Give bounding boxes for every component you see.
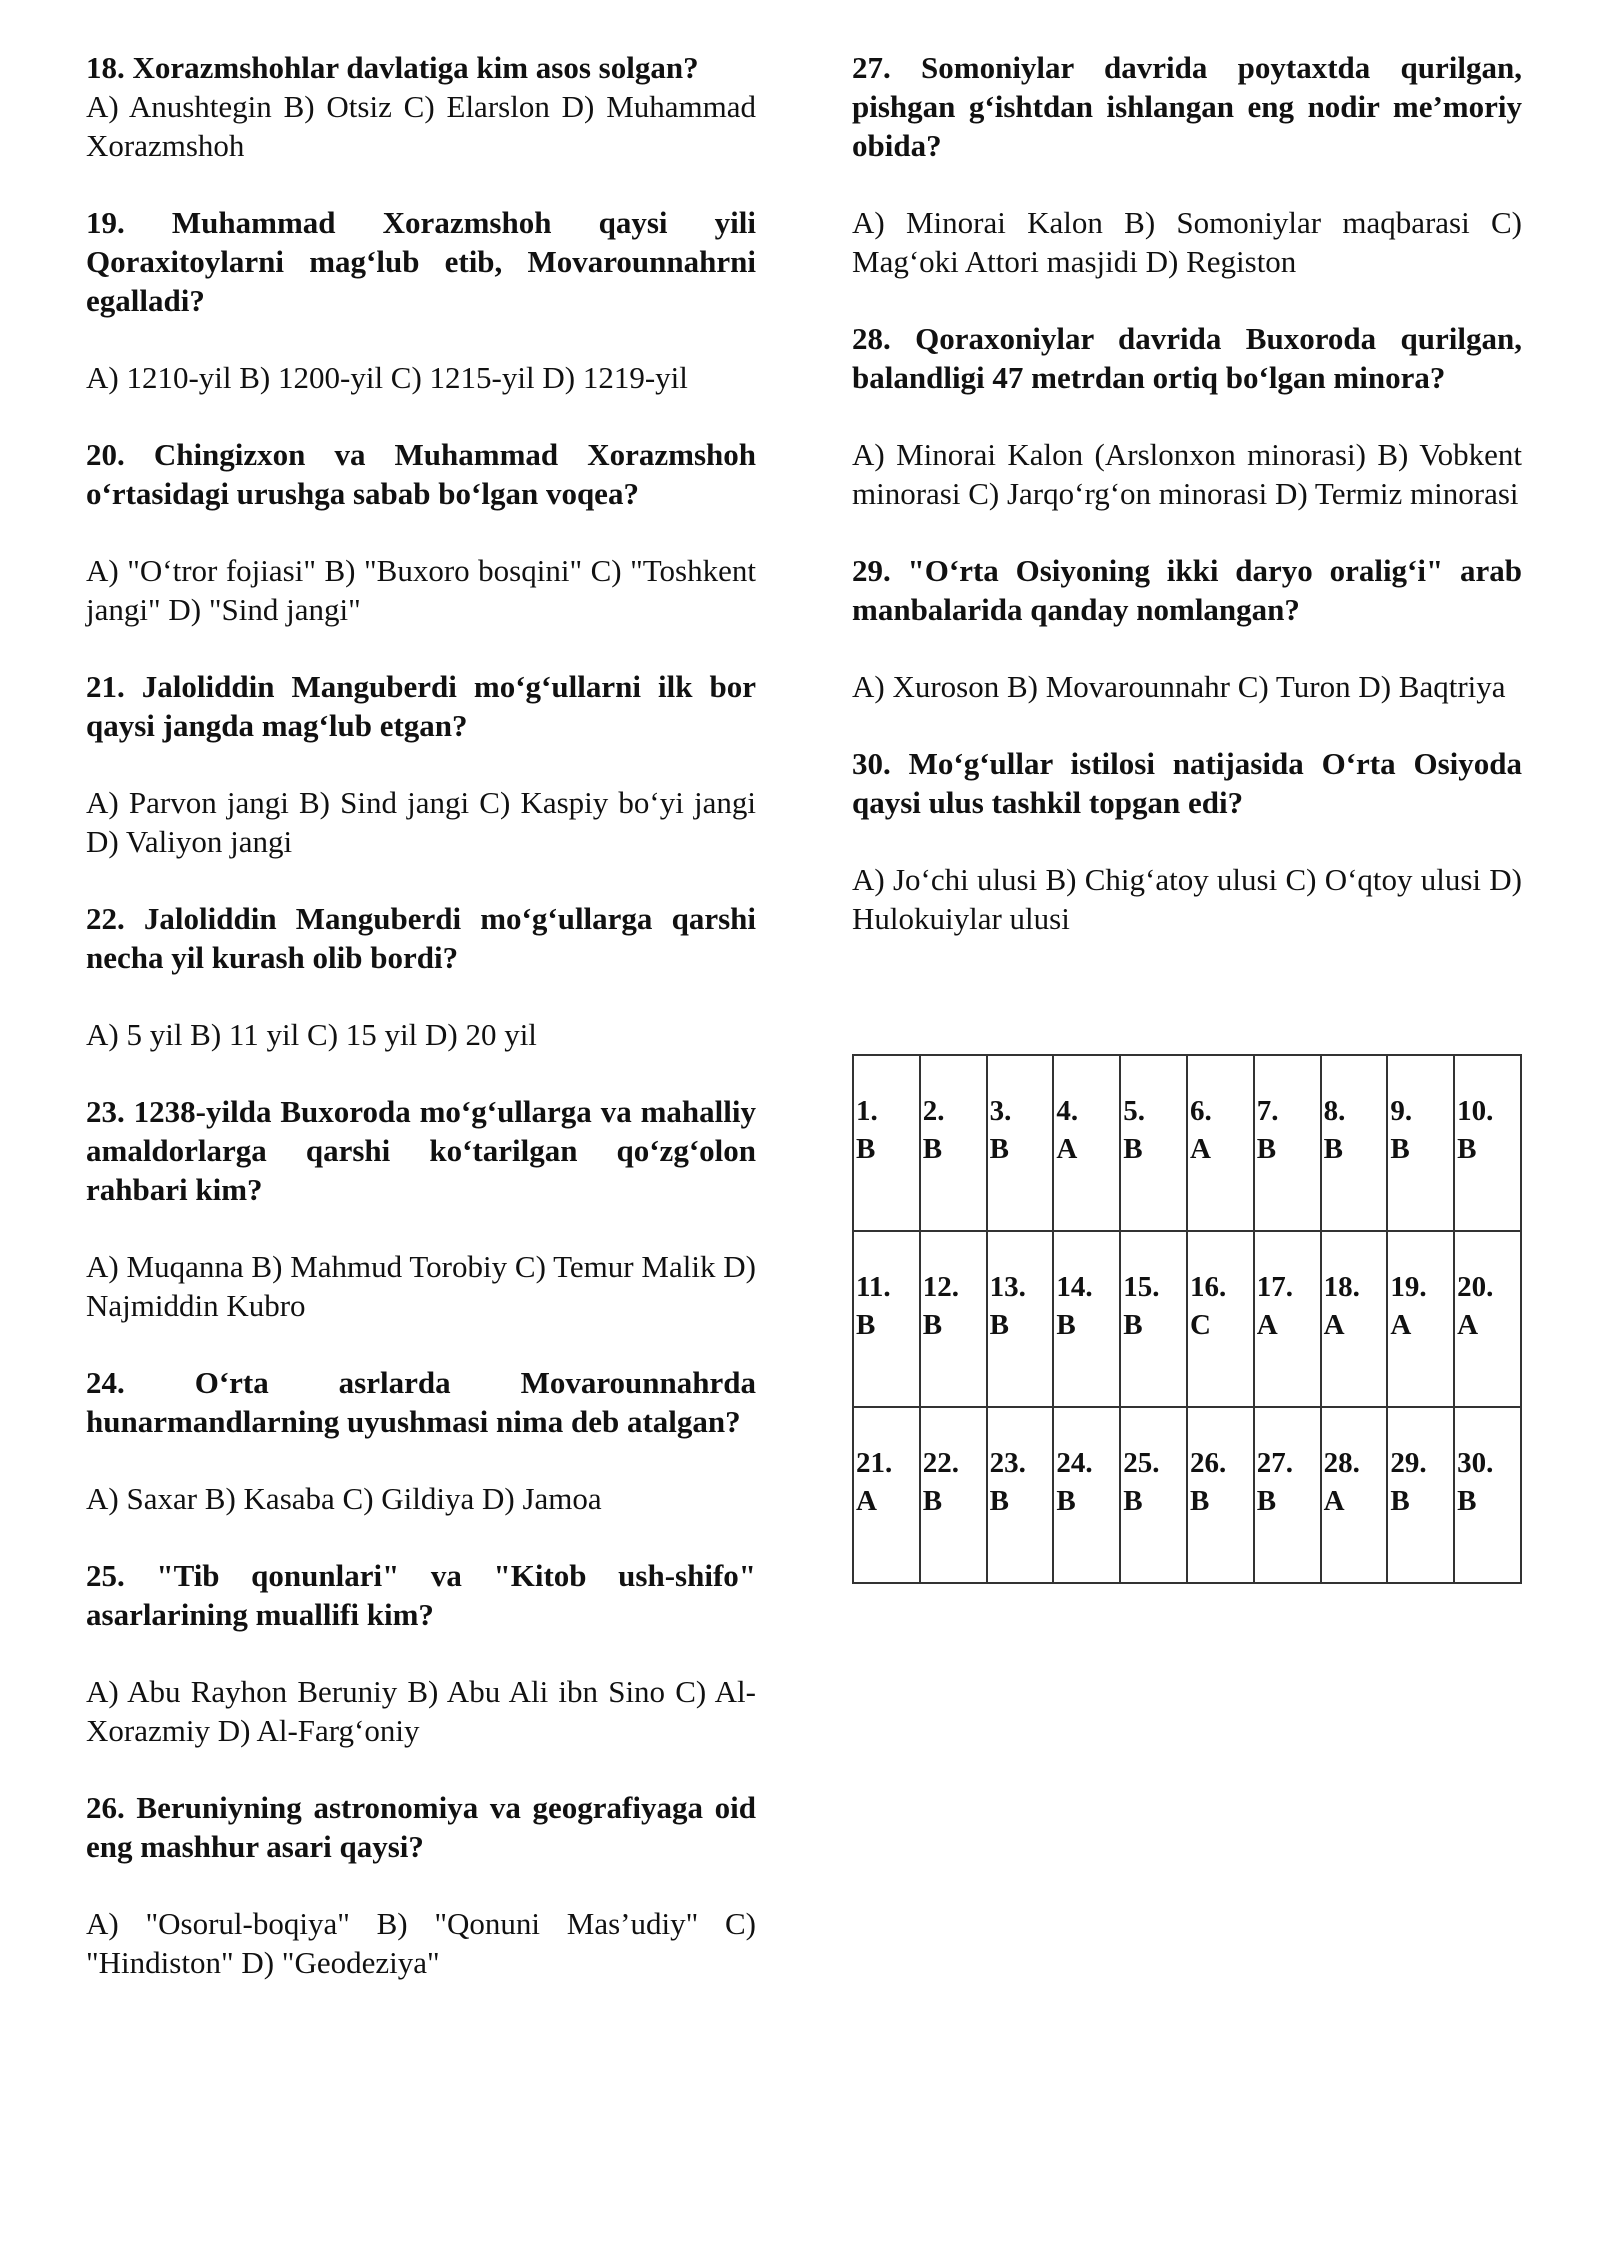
question-block (852, 551, 1522, 706)
question-text: 20. Chingizxon va Muhammad Xorazmshoh o‘rtasidagi urushga sabab bo‘lgan voqea? (86, 437, 756, 511)
answer-key-number: 18. (1323, 1271, 1360, 1303)
question-text: 22. Jaloliddin Manguberdi mo‘g‘ullarga qarshi necha yil kurash olib bordi? (86, 901, 756, 975)
question-text: 27. Somoniylar davrida poytaxtda qurilgan, pishgan g‘ishtdan ishlangan eng nodir me’moriy obida? (852, 50, 1522, 163)
question-block (86, 899, 756, 1054)
answer-key-number: 20. (1457, 1271, 1494, 1303)
question-spacer (86, 513, 756, 551)
answer-key-table (852, 1054, 1522, 1584)
question-spacer (86, 320, 756, 358)
question-block (86, 203, 756, 397)
answer-key-cell (853, 1407, 920, 1583)
question-spacer (86, 1634, 756, 1672)
answer-key-number: 1. (856, 1095, 878, 1127)
answer-options: A) Anushtegin B) Otsiz C) Elarslon D) Muhammad Xorazmshoh (86, 89, 756, 163)
answer-key-cell (987, 1231, 1054, 1407)
answer-key-letter: A (1189, 1133, 1211, 1165)
answer-key-letter: B (1056, 1309, 1076, 1341)
answer-key-number: 27. (1256, 1447, 1294, 1479)
answer-key-number: 13. (989, 1271, 1026, 1303)
left-column (86, 48, 756, 2020)
question-block (86, 48, 756, 165)
answer-key-letter: A (1056, 1133, 1078, 1165)
right-column (852, 48, 1522, 976)
question-spacer (852, 397, 1522, 435)
answer-key-cell (1254, 1231, 1321, 1407)
answer-key-cell (920, 1407, 987, 1583)
answer-key-number: 9. (1390, 1095, 1413, 1127)
question-block (86, 1363, 756, 1518)
answer-key-row (853, 1407, 1521, 1583)
question-spacer (852, 165, 1522, 203)
question-spacer (86, 1209, 756, 1247)
answer-key-cell (1321, 1055, 1388, 1231)
question-text: 30. Mo‘g‘ullar istilosi natijasida O‘rta Osiyoda qaysi ulus tashkil topgan edi? (852, 746, 1522, 820)
answer-key-number: 8. (1323, 1095, 1346, 1127)
answer-key-number: 4. (1056, 1095, 1079, 1127)
answer-options: A) Jo‘chi ulusi B) Chig‘atoy ulusi C) O‘qtoy ulusi D) Hulokuiylar ulusi (852, 862, 1522, 936)
answer-options: A) Xuroson B) Movarounnahr C) Turon D) Baqtriya (852, 669, 1506, 704)
answer-key-cell (1387, 1407, 1454, 1583)
answer-key-number: 19. (1390, 1271, 1427, 1303)
answer-key-letter: A (1256, 1309, 1278, 1341)
answer-options: A) Abu Rayhon Beruniy B) Abu Ali ibn Sino C) Al-Xorazmiy D) Al-Farg‘oniy (86, 1674, 756, 1748)
question-spacer (852, 822, 1522, 860)
answer-key-number: 12. (922, 1271, 960, 1303)
answer-key-letter: B (1123, 1309, 1143, 1341)
question-text: 23. 1238-yilda Buxoroda mo‘g‘ullarga va mahalliy amaldorlarga qarshi ko‘tarilgan qo‘zg‘olon rahbari kim? (86, 1094, 756, 1207)
answer-options: A) Minorai Kalon (Arslonxon minorasi) B) Vobkent minorasi C) Jarqo‘rg‘on minorasi D) Termiz minorasi (852, 437, 1522, 511)
answer-key-letter: A (1323, 1309, 1345, 1341)
question-block (86, 667, 756, 861)
answer-key-row (853, 1231, 1521, 1407)
answer-key-letter: B (989, 1309, 1009, 1341)
answer-key-cell (1053, 1231, 1120, 1407)
answer-key-number: 2. (922, 1095, 945, 1127)
answer-key-letter: B (1457, 1133, 1477, 1165)
answer-key-letter: B (1256, 1133, 1277, 1165)
answer-key-letter: A (1457, 1309, 1479, 1341)
answer-key-number: 6. (1189, 1095, 1212, 1127)
answer-key-cell (1321, 1407, 1388, 1583)
answer-options: A) "O‘tror fojiasi" B) "Buxoro bosqini" C) "Toshkent jangi" D) "Sind jangi" (86, 553, 756, 627)
answer-key-cell (853, 1231, 920, 1407)
answer-key-cell (1387, 1231, 1454, 1407)
question-spacer (86, 1441, 756, 1479)
answer-key-cell (1387, 1055, 1454, 1231)
answer-key-number: 14. (1056, 1271, 1093, 1303)
answer-options: A) "Osorul-boqiya" B) "Qonuni Mas’udiy" C) "Hindiston" D) "Geodeziya" (86, 1906, 756, 1980)
question-text: 24. O‘rta asrlarda Movarounnahrda hunarmandlarning uyushmasi nima deb atalgan? (86, 1365, 756, 1439)
answer-key-number: 25. (1123, 1447, 1160, 1479)
answer-key-cell (987, 1055, 1054, 1231)
answer-key-cell (1187, 1231, 1254, 1407)
answer-key-number: 5. (1123, 1095, 1145, 1127)
answer-key-letter: B (922, 1309, 943, 1341)
answer-key-number: 11. (856, 1271, 891, 1303)
answer-options: A) 1210-yil B) 1200-yil C) 1215-yil D) 1219-yil (86, 360, 688, 395)
answer-key-letter: B (989, 1485, 1009, 1517)
answer-key-number: 23. (989, 1447, 1026, 1479)
answer-key-letter: B (1390, 1133, 1410, 1165)
answer-key-cell (1120, 1055, 1187, 1231)
answer-key-letter: B (1189, 1485, 1210, 1517)
answer-key-letter: C (1189, 1309, 1211, 1341)
answer-key-cell (853, 1055, 920, 1231)
answer-key-letter: A (1390, 1309, 1412, 1341)
question-spacer (86, 745, 756, 783)
answer-key-cell (920, 1055, 987, 1231)
answer-key-letter: B (1256, 1485, 1277, 1517)
answer-options: A) Saxar B) Kasaba C) Gildiya D) Jamoa (86, 1481, 602, 1516)
answer-key-cell (920, 1231, 987, 1407)
answer-key-cell (1120, 1407, 1187, 1583)
answer-key-number: 24. (1056, 1447, 1093, 1479)
answer-key-letter: B (1123, 1485, 1143, 1517)
answer-key-number: 28. (1323, 1447, 1360, 1479)
answer-key-letter: A (1323, 1485, 1345, 1517)
question-block (86, 1092, 756, 1325)
answer-key-body (853, 1055, 1521, 1583)
answer-key-cell (1454, 1407, 1521, 1583)
answer-options: A) Muqanna B) Mahmud Torobiy C) Temur Malik D) Najmiddin Kubro (86, 1249, 756, 1323)
answer-key-number: 22. (922, 1447, 960, 1479)
answer-key-cell (1053, 1407, 1120, 1583)
answer-key-number: 30. (1457, 1447, 1494, 1479)
answer-key-cell (1187, 1055, 1254, 1231)
question-block (86, 1788, 756, 1982)
answer-key-number: 16. (1189, 1271, 1227, 1303)
answer-key-letter: B (989, 1133, 1009, 1165)
answer-options: A) Minorai Kalon B) Somoniylar maqbarasi C) Mag‘oki Attori masjidi D) Registon (852, 205, 1522, 279)
question-block (86, 1556, 756, 1750)
question-block (852, 319, 1522, 513)
question-text: 21. Jaloliddin Manguberdi mo‘g‘ullarni ilk bor qaysi jangda mag‘lub etgan? (86, 669, 756, 743)
question-block (852, 744, 1522, 938)
answer-key-cell (1120, 1231, 1187, 1407)
answer-key-cell (1187, 1407, 1254, 1583)
answer-key-cell (1454, 1231, 1521, 1407)
question-spacer (86, 977, 756, 1015)
answer-key-number: 26. (1189, 1447, 1227, 1479)
answer-key-letter: B (1323, 1133, 1343, 1165)
answer-key-letter: B (922, 1485, 943, 1517)
question-text: 28. Qoraxoniylar davrida Buxoroda qurilgan, balandligi 47 metrdan ortiq bo‘lgan minora? (852, 321, 1522, 395)
answer-key-cell (987, 1407, 1054, 1583)
answer-key-letter: B (922, 1133, 943, 1165)
answer-key-number: 10. (1457, 1095, 1494, 1127)
question-block (852, 48, 1522, 281)
question-text: 25. "Tib qonunlari" va "Kitob ush-shifo" asarlarining muallifi kim? (86, 1558, 756, 1632)
answer-key-letter: B (1123, 1133, 1143, 1165)
answer-key-cell (1053, 1055, 1120, 1231)
question-text: 19. Muhammad Xorazmshoh qaysi yili Qoraxitoylarni mag‘lub etib, Movarounnahrni egalladi? (86, 205, 756, 318)
answer-key-cell (1454, 1055, 1521, 1231)
answer-key-letter: B (856, 1309, 876, 1341)
answer-key-number: 3. (989, 1095, 1012, 1127)
answer-key-number: 21. (856, 1447, 893, 1479)
answer-key-number: 7. (1256, 1095, 1279, 1127)
question-spacer (86, 1866, 756, 1904)
question-spacer (852, 629, 1522, 667)
answer-options: A) Parvon jangi B) Sind jangi C) Kaspiy bo‘yi jangi D) Valiyon jangi (86, 785, 756, 859)
answer-key-row (853, 1055, 1521, 1231)
question-block (86, 435, 756, 629)
question-text: 29. "O‘rta Osiyoning ikki daryo oralig‘i" arab manbalarida qanday nomlangan? (852, 553, 1522, 627)
question-text: 18. Xorazmshohlar davlatiga kim asos solgan? (86, 50, 699, 85)
answer-key-letter: B (1390, 1485, 1410, 1517)
answer-key-letter: B (1457, 1485, 1477, 1517)
answer-key-letter: A (856, 1485, 877, 1517)
answer-key-cell (1254, 1407, 1321, 1583)
answer-key-number: 15. (1123, 1271, 1160, 1303)
answer-key-letter: B (856, 1133, 876, 1165)
answer-options: A) 5 yil B) 11 yil C) 15 yil D) 20 yil (86, 1017, 537, 1052)
answer-key-cell (1321, 1231, 1388, 1407)
answer-key-number: 29. (1390, 1447, 1427, 1479)
answer-key-cell (1254, 1055, 1321, 1231)
question-text: 26. Beruniyning astronomiya va geografiyaga oid eng mashhur asari qaysi? (86, 1790, 756, 1864)
answer-key-letter: B (1056, 1485, 1076, 1517)
answer-key-number: 17. (1256, 1271, 1294, 1303)
